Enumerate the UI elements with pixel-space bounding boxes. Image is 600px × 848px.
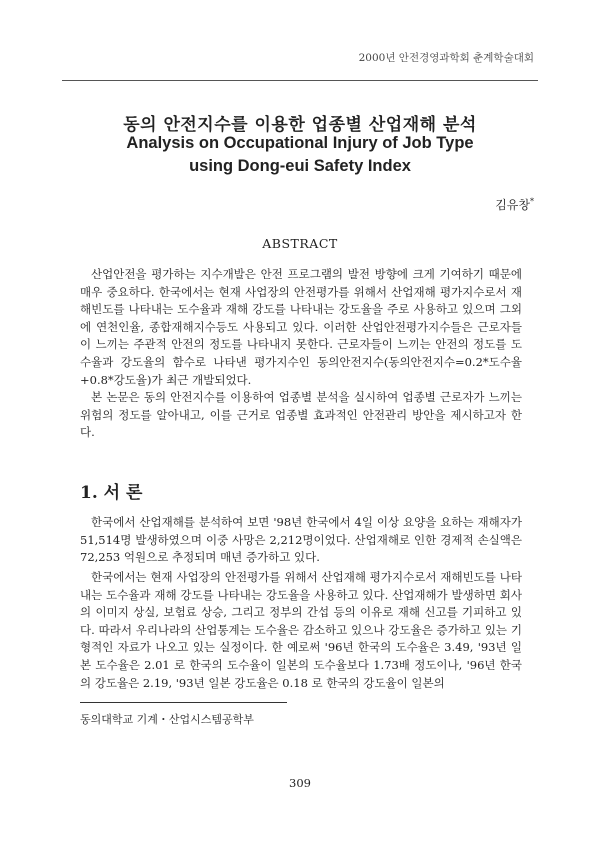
affiliation-footnote: 동의대학교 기계・산업시스템공학부 [80,713,254,726]
abstract-paragraph-1: 산업안전을 평가하는 지수개발은 안전 프로그램의 발전 방향에 크게 기여하기 때문에 매우 중요하다. 한국에서는 현재 사업장의 안전평가를 위해서 산업재해 평가지수로서 재해빈도를 나타내는 도수율과 재해 강도를 나타내는 강도율을 주로 사용하고 있으며 그외에 연천인율, 종합재해지수등도 사용되고 있다. 이러한 산업안전평가지수들은 근로자들이 느끼는 주관적 안전의 정도를 나타내지 못한다. 근로자들이 느끼는 안전의 정도를 도수율과 강도율의 함수로 나타낸 평가지수인 동의안전지수(동의안전지수=0.2*도수율+0.8*강도율)가 최근 개발되었다. [80,267,522,387]
intro-paragraph-1: 한국에서 산업재해를 분석하여 보면 '98년 한국에서 4일 이상 요양을 요하는 재해자가 51,514명 발생하였으며 이중 사망은 2,212명이었다. 산업재해로 인한 경제적 손실액은 72,253 억원으로 추정되며 매년 증가하고 있다. [80,515,522,565]
author-footnote-mark: * [530,197,534,206]
author [495,196,534,213]
author-name: 김유창 [495,198,530,212]
intro-paragraph-2: 한국에서는 현재 사업장의 안전평가를 위해서 산업재해 평가지수로서 재해빈도를 나타내는 도수율과 재해 강도를 나타내는 강도율을 사용하고 있다. 산업재해가 발생하면 회사의 이미지 상실, 보험료 상승, 그리고 정부의 간섭 등의 이유로 재해 신고를 기피하고 있다. 따라서 우리나라의 산업통계는 도수율은 감소하고 있으나 강도율은 증가하고 있는 기형적인 자료가 나오고 있는 실정이다. 한 예로써 '96년 한국의 도수율은 3.49, '93년 일본 도수율은 2.01 로 한국의 도수율이 일본의 도수율보다 1.73배 정도이나, '96년 한국의 강도율은 2.19, '93년 일본 강도율은 0.18 로 한국의 강도율이 일본의 [80,570,522,690]
paper-title-english-line1: Analysis on Occupational Injury of Job Type [126,134,474,152]
paper-title-english-line2: using Dong-eui Safety Index [189,157,411,175]
abstract-paragraph-2: 본 논문은 동의 안전지수를 이용하여 업종별 분석을 실시하여 업종별 근로자가 느끼는 위험의 정도를 알아내고, 이를 근거로 업종별 효과적인 안전관리 방안을 제시하고자 한다. [80,390,522,440]
running-header: 2000년 안전경영과학회 춘계학술대회 [358,52,534,64]
header-divider [62,80,538,81]
paper-title-korean: 동의 안전지수를 이용한 업종별 산업재해 분석 [123,115,477,135]
abstract-heading: ABSTRACT [262,236,338,251]
section-heading-introduction: 1. 서 론 [80,483,143,503]
footnote-divider [80,702,287,703]
page-number: 309 [289,776,311,790]
